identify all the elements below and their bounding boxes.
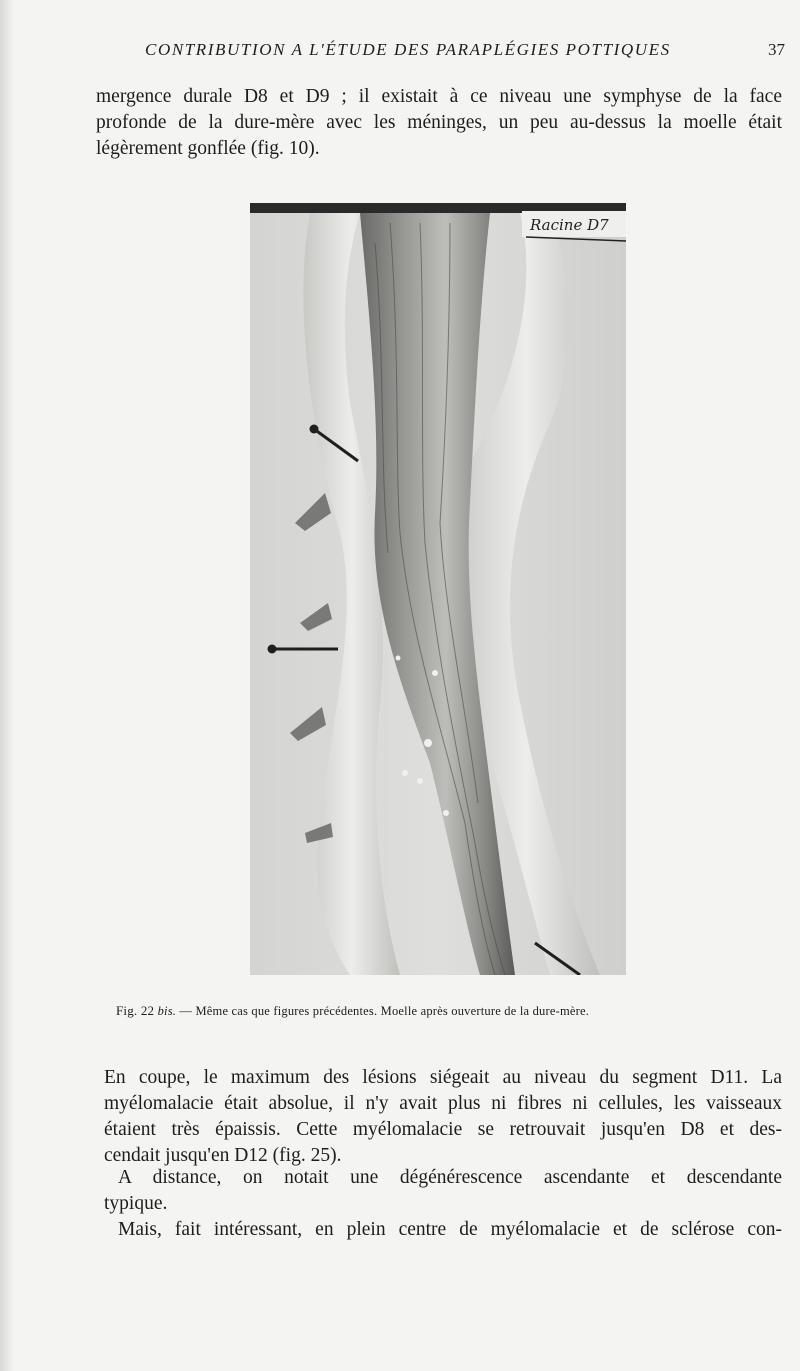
paragraph-1 [96,84,782,162]
caption-text: Même cas que figures précédentes. Moelle après ouverture de la dure-mère. [195,1004,590,1018]
running-head-title: CONTRIBUTION A L'ÉTUDE DES PARAPLÉGIES POTTIQUES [145,40,671,59]
paragraph-3 [104,1165,782,1217]
text-line: A distance, on notait une dégénérescence ascendante et descendante [118,1167,782,1188]
text-line: profonde de la dure-mère avec les méninges, un peu au-dessus la moelle était [96,112,782,133]
figure-caption [116,1003,782,1019]
spinal-cord-photo [250,203,626,975]
figure-label-text: Racine D7 [530,216,609,234]
text-line: myélomalacie était absolue, il n'y avait plus ni fibres ni cellules, les vaisseaux [104,1093,782,1114]
paragraph-2 [104,1065,782,1169]
running-head [145,40,785,60]
page-number: 37 [768,40,785,59]
text-line: mergence durale D8 et D9 ; il existait à ce niveau une symphyse de la face [96,86,782,107]
text-line: légèrement gonflée (fig. 10). [96,138,320,159]
text-line: En coupe, le maximum des lésions siégeait au niveau du segment D11. La [104,1067,782,1088]
text-line: Mais, fait intéressant, en plein centre de myélomalacie et de sclérose con- [118,1219,782,1240]
binding-shadow [0,0,14,1371]
text-line: étaient très épaissis. Cette myélomalacie se retrouvait jusqu'en D8 et des- [104,1119,782,1140]
figure-label [522,211,626,241]
figure-photograph [250,203,626,975]
text-line: cendait jusqu'en D12 (fig. 25). [104,1145,342,1166]
text-line: typique. [104,1193,168,1214]
paragraph-4 [104,1217,782,1243]
caption-label: Fig. 22 [116,1003,155,1018]
caption-bis: bis. [157,1004,177,1018]
caption-dash: — [179,1004,193,1018]
